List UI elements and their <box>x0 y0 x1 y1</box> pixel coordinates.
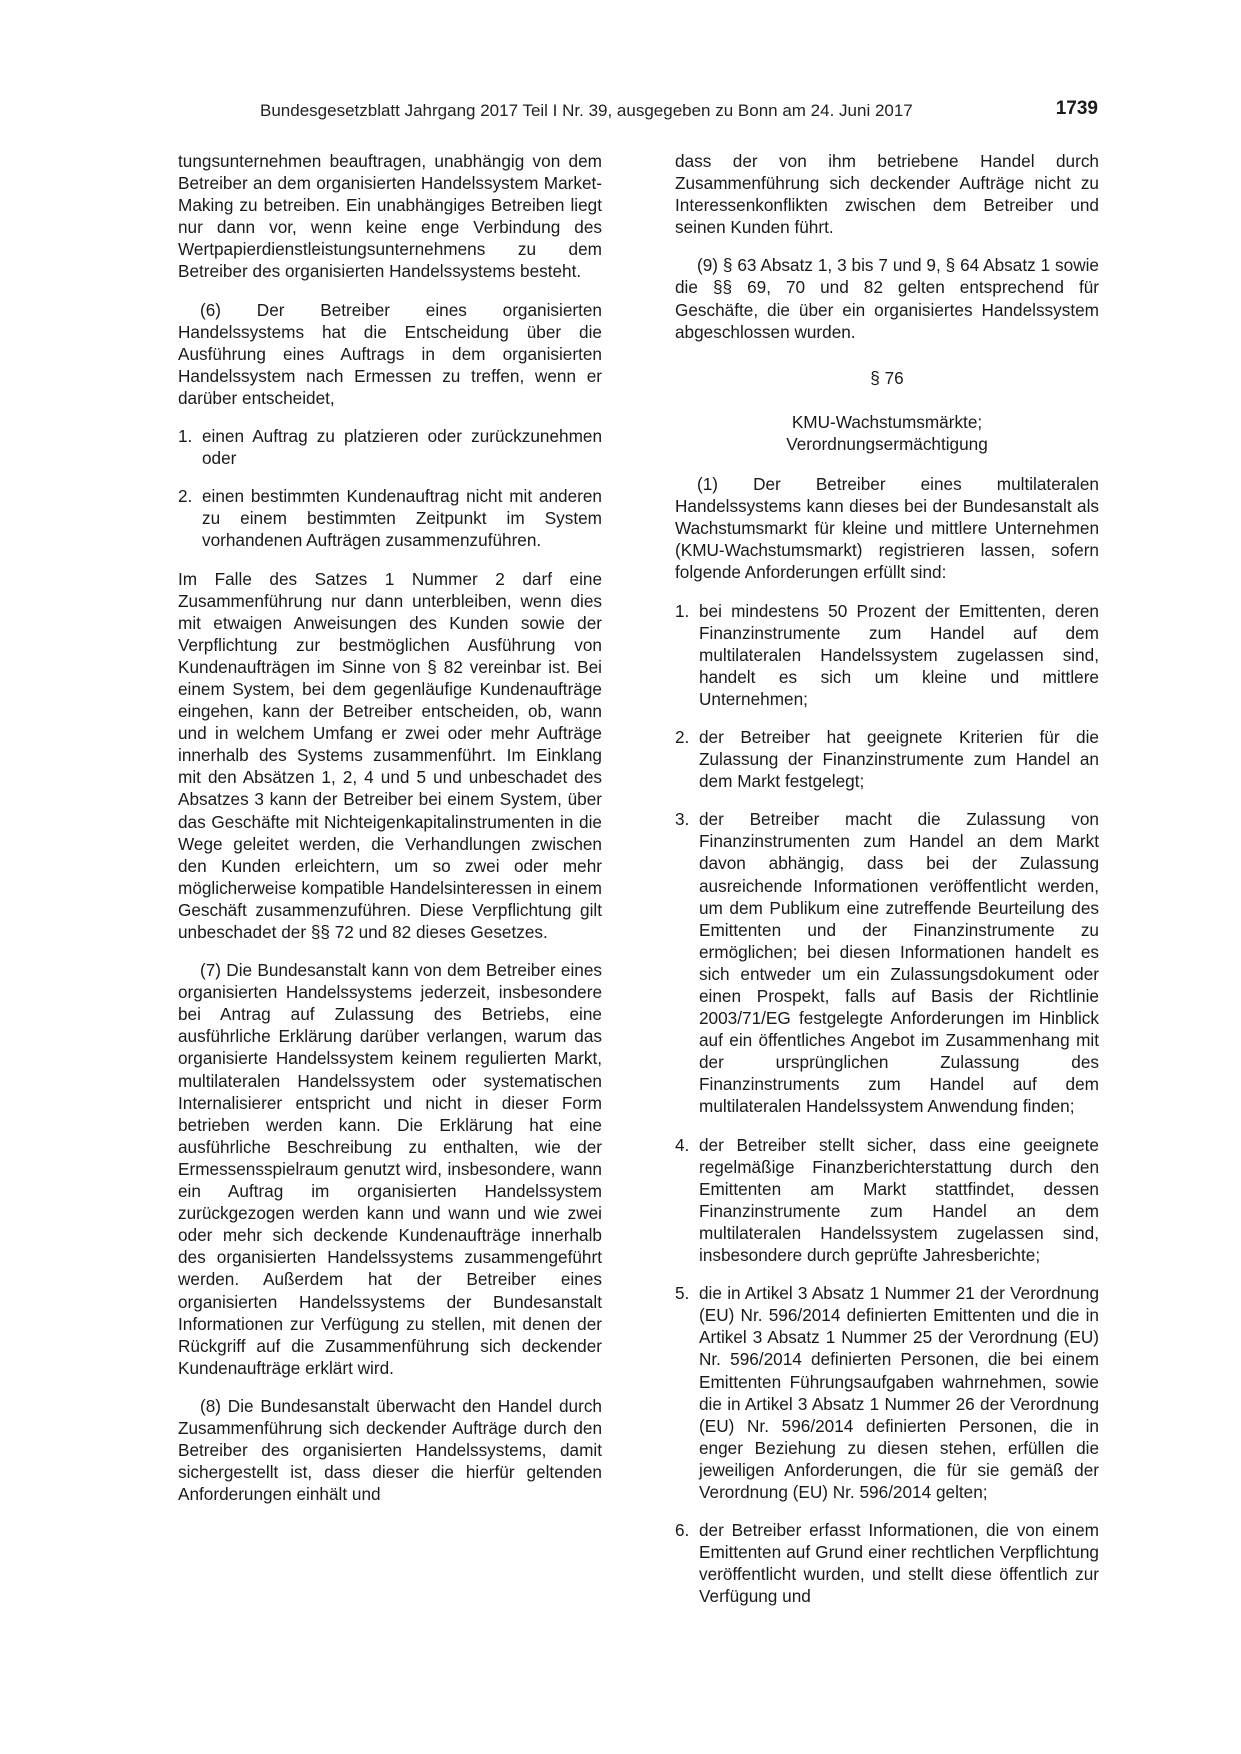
list-item-number: 6. <box>675 1520 690 1541</box>
paragraph: dass der von ihm betriebene Handel durch Zusammenführung sich deckender Aufträge nicht zu Interessenkonflikten zwischen dem Betreiber und seinen Kunden führt. <box>675 151 1099 238</box>
list-item-text: einen bestimmten Kundenauftrag nicht mit anderen zu einem bestimmten Zeitpunkt im System vorhandenen Aufträgen zusammenzuführen. <box>202 486 602 551</box>
paragraph-7: (7) Die Bundesanstalt kann von dem Betreiber eines organisierten Handelssystems jederzeit, insbesondere bei Antrag auf Zulassung des Betriebs, eine ausführliche Erklärung darüber verlangen, warum das organisierte Handelssystem keinem regulierten Markt, multilateralen Handelssystem oder systematischen Internalisierer entspricht und nicht in dieser Form betrieben werden kann. Die Erklärung hat eine ausführliche Beschreibung zu enthalten, wie der Ermessensspielraum genutzt wird, insbesondere, wann ein Auftrag im organisierten Handelssystem zurückgezogen werden kann und wann und wie zwei oder mehr sich deckende Kundenaufträge innerhalb des organisierten Handelssystems zusammengeführt werden. Außerdem hat der Betreiber eines organisierten Handelssystems der Bundesanstalt Informationen zur Verfügung zu stellen, mit denen der Rückgriff auf die Zusammenführung sich deckender Kundenaufträge erklärt wird. <box>178 960 602 1378</box>
list-item-text: die in Artikel 3 Absatz 1 Nummer 21 der Verordnung (EU) Nr. 596/2014 definierten Emittenten und die in Artikel 3 Absatz 1 Nummer 25 der Verordnung (EU) Nr. 596/2014 definierten Personen, die bei einem Emittenten Führungsaufgaben wahrnehmen, sowie die in Artikel 3 Absatz 1 Nummer 26 der Verordnung (EU) Nr. 596/2014 definierten Personen, die in enger Beziehung zu diesen stehen, erfüllen die jeweiligen Anforderungen, die für sie gemäß der Verordnung (EU) Nr. 596/2014 gelten; <box>699 1283 1099 1502</box>
paragraph: tungsunternehmen beauftragen, unabhängig von dem Betreiber an dem organisierten Handelssystem Market-Making zu betreiben. Ein unabhängiges Betreiben liegt nur dann vor, wenn keine enge Verbindung des Wertpapierdienstleistungsunternehmens zu dem Betreiber des organisierten Handelssystems besteht. <box>178 151 602 282</box>
left-column <box>178 150 602 1521</box>
paragraph-8: (8) Die Bundesanstalt überwacht den Handel durch Zusammenführung sich deckender Aufträge durch den Betreiber des organisierten Handelssystems, damit sichergestellt ist, dass dieser die hierfür geltenden Anforderungen einhält und <box>178 1395 602 1505</box>
page-number: 1739 <box>1055 98 1098 119</box>
page-header <box>178 98 1098 128</box>
list-item <box>675 726 1099 792</box>
list-item-text: der Betreiber macht die Zulassung von Finanzinstrumenten zum Handel an dem Markt davon abhängig, dass bei der Zulassung ausreichende Informationen veröffentlicht werden, um dem Publikum eine zutreffende Beurteilung des Emittenten und der Finanzinstrumente zu ermöglichen; bei diesen Informationen handelt es sich entweder um ein Zulassungsdokument oder einen Prospekt, falls auf Basis der Richtlinie 2003/71/EG festgelegte Anforderungen im Hinblick auf ein öffentliches Angebot im Zusammenhang mit der ursprünglichen Zulassung des Finanzinstruments zum Handel auf dem multilateralen Handelssystem Anwendung finden; <box>699 809 1099 1117</box>
list-item <box>675 1134 1099 1267</box>
paragraph: Im Falle des Satzes 1 Nummer 2 darf eine Zusammenführung nur dann unterbleiben, wenn dies mit etwaigen Anweisungen des Kunden sowie der Verpflichtung zur bestmöglichen Ausführung von Kundenaufträgen im Sinne von § 82 vereinbar ist. Bei einem System, bei dem gegenläufige Kundenaufträge eingehen, kann der Betreiber entscheiden, ob, wann und in welchem Umfang er zwei oder mehr Aufträge innerhalb des Systems zusammenführt. Im Einklang mit den Absätzen 1, 2, 4 und 5 und unbeschadet des Absatzes 3 kann der Betreiber bei einem System, über das Geschäfte mit Nichteigenkapitalinstrumenten in die Wege geleitet werden, die Verhandlungen zwischen den Kunden erleichtern, um so zwei oder mehr möglicherweise kompatible Handelsinteressen in einem Geschäft zusammenzuführen. Diese Verpflichtung gilt unbeschadet der §§ 72 und 82 dieses Gesetzes. <box>178 568 602 942</box>
list-item-number: 5. <box>675 1283 690 1304</box>
list-item-number: 1. <box>178 426 193 447</box>
section-number: § 76 <box>870 367 904 388</box>
list-item <box>675 600 1099 710</box>
paragraph-6: (6) Der Betreiber eines organisierten Handelssystems hat die Entscheidung über die Ausführung eines Auftrags in dem organisierten Handelssystem nach Ermessen zu treffen, wenn er darüber entscheidet, <box>178 299 602 408</box>
right-column <box>675 150 1099 1623</box>
list-item <box>675 1519 1099 1607</box>
paragraph-9: (9) § 63 Absatz 1, 3 bis 7 und 9, § 64 Absatz 1 sowie die §§ 69, 70 und 82 gelten entsprechend für Geschäfte, die über ein organisiertes Handelssystem abgeschlossen wurden. <box>675 255 1099 342</box>
list-item-number: 3. <box>675 809 690 830</box>
list-item-text: der Betreiber erfasst Informationen, die von einem Emittenten auf Grund einer rechtlichen Verpflichtung veröffentlicht wurden, und stellt diese öffentlich zur Verfügung und <box>699 1520 1099 1607</box>
section-title-line-2: Verordnungsermächtigung <box>786 433 988 454</box>
section-title-line-1: KMU-Wachstumsmärkte; <box>791 411 983 432</box>
list-item-text: der Betreiber stellt sicher, dass eine geeignete regelmäßige Finanzberichterstattung durch den Emittenten am Markt stattfindet, dessen Finanzinstrumente zum Handel an dem multilateralen Handelssystem zugelassen sind, insbesondere durch geprüfte Jahresberichte; <box>699 1134 1099 1266</box>
list-item-number: 2. <box>178 486 193 507</box>
list-item <box>178 425 602 469</box>
paragraph-1: (1) Der Betreiber eines multilateralen Handelssystems kann dieses bei der Bundesanstalt als Wachstumsmarkt für kleine und mittlere Unternehmen (KMU-Wachstumsmarkt) registrieren lassen, sofern folgende Anforderungen erfüllt sind: <box>675 474 1099 583</box>
list-item-text: einen Auftrag zu platzieren oder zurückzunehmen oder <box>202 426 602 469</box>
list-item-text: bei mindestens 50 Prozent der Emittenten, deren Finanzinstrumente zum Handel auf dem multilateralen Handelssystem zugelassen sind, handelt es sich um kleine und mittlere Unternehmen; <box>699 600 1099 709</box>
list-item-number: 4. <box>675 1134 690 1155</box>
list-item-number: 1. <box>675 600 690 621</box>
list-item <box>675 1282 1099 1503</box>
header-text: Bundesgesetzblatt Jahrgang 2017 Teil I Nr. 39, ausgegeben zu Bonn am 24. Juni 2017 <box>260 101 913 120</box>
list-item-text: der Betreiber hat geeignete Kriterien für die Zulassung der Finanzinstrumente zum Handel an dem Markt festgelegt; <box>699 726 1099 792</box>
list-item-number: 2. <box>675 726 690 747</box>
list-item <box>675 808 1099 1117</box>
list-item <box>178 485 602 551</box>
